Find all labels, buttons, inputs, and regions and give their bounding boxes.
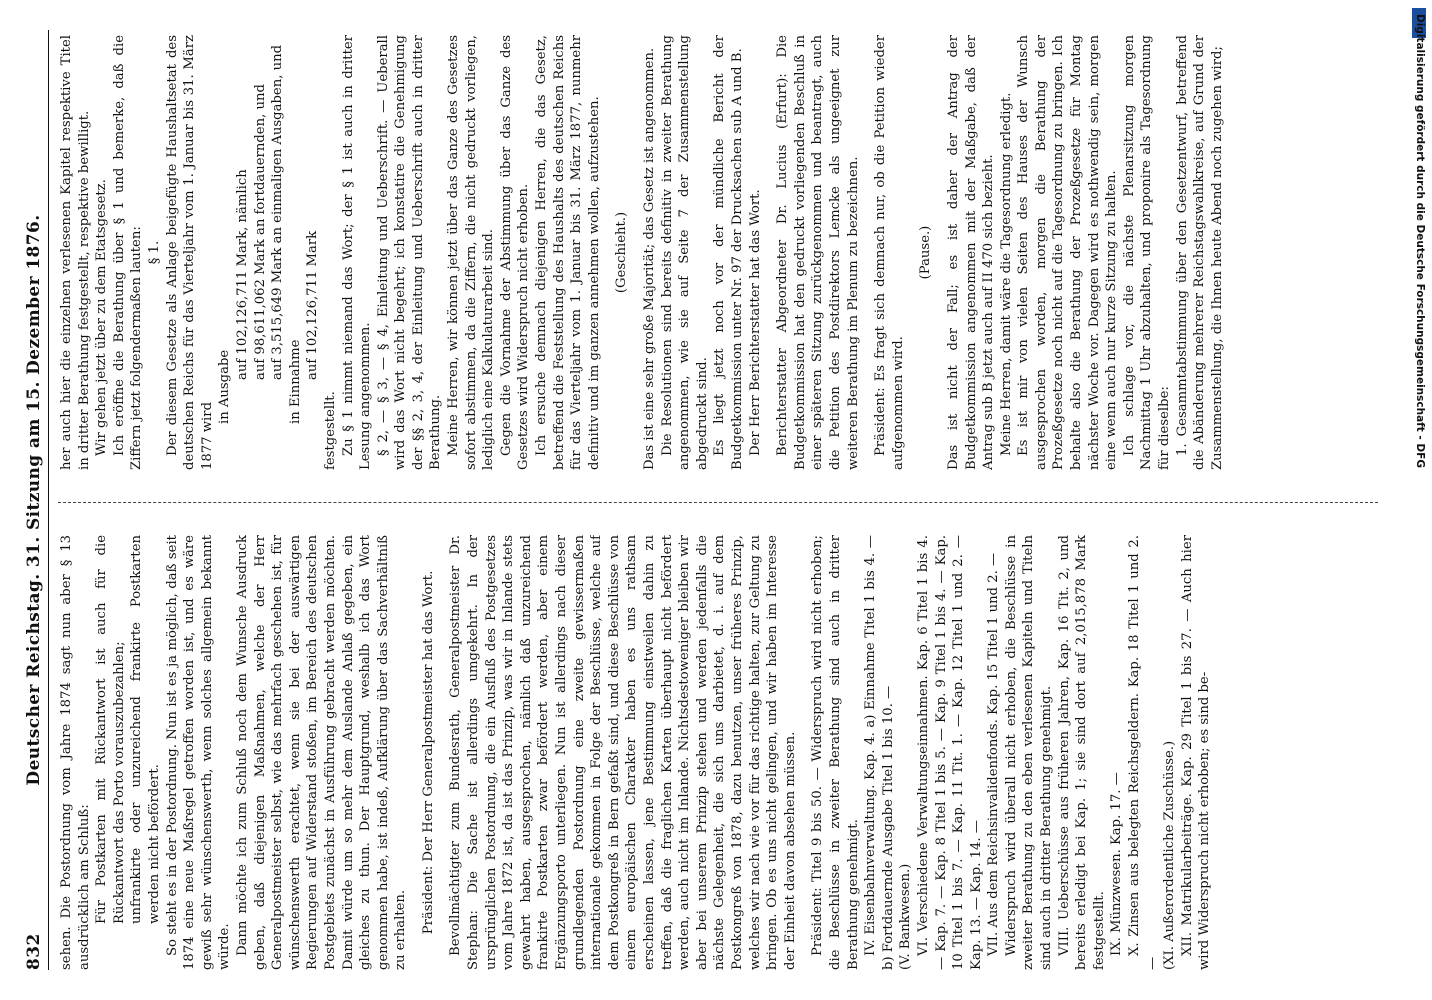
paragraph: Es ist mir von vielen Seiten des Hauses der Wunsch ausgesprochen worden, morgen die Berathung der Prozeßgesetze noch nicht auf die Tagesordnung zu bringen. Ich behalte also die Berathung der Prozeßgesetze für Montag nächster Woche vor. Dagegen wird es nothwendig sein, morgen eine wenn auch nur kurze Sitzung zu halten. [1016, 35, 1120, 470]
right-text-column [58, 35, 1378, 470]
paragraph: festgestellt. [322, 391, 338, 470]
paragraph: (V. Bankwesen.) [898, 863, 914, 970]
paragraph: Bevollmächtigter zum Bundesrath, Generalpostmeister Dr. Stephan: Die Sache ist allerdings umgekehrt. In der ursprünglichen Postordnung, die ein Ausfluß des Postgesetzes vom Jahre 1872 ist, da ist das Prinzip, was wir in Inlande stets gewahrt haben, ausgesprochen, nämlich daß unzureichend frankirte Postkarten zwar befördert werden, aber einem Ergänzungsporto unterliegen. Nun ist allerdings nach dieser grundlegenden Postordnung eine zweite gewissermaßen internationale gekommen in Folge der Beschlüsse, welche auf dem Postkongreß in Bern gefaßt sind, und diese Beschlüsse von einem europäischen Charakter haben es uns rathsam erscheinen lassen, jene Bestimmung einstweilen dahin zu treffen, daß die fraglichen Karten überhaupt nicht befördert werden, auch nicht im Inlande. Nichtsdestoweniger bleiben wir aber bei unserem Prinzip stehen und werden jedenfalls die nächste Gelegenheit, die sich uns darbietet, d. i. auf dem Postkongreß von 1878, dazu benutzen, unser früheres Prinzip, welches wir nach wie vor für das richtige halten, zur Geltung zu bringen. Ob es uns nicht gelingen, und wir haben im Interesse der Einheit davon absehen müssen. [448, 535, 798, 970]
paragraph: IX. Münzwesen. Kap. 17. — [1109, 772, 1125, 956]
paragraph: VI. Verschiedene Verwaltungseinnahmen. Kap. 6 Titel 1 bis 4. — Kap. 7. — Kap. 8 Titel 1 bis 5. — Kap. 9 Titel 1 bis 4. — Kap. 10 Titel 1 bis 7. — Kap. 11 Tit. 1. — Kap. 12 Titel 1 und 2. — Kap. 13. — Kap. 14. — [915, 535, 984, 970]
paragraph: Präsident: Es fragt sich demnach nur, ob die Petition wieder aufgenommen wird. [873, 35, 906, 470]
paragraph: her auch hier die einzelnen verlesenen Kapitel respektive Titel in dritter Berathung festgestellt, respektive bewilligt. [59, 35, 92, 470]
paragraph: § 2, — § 3, — § 4, Einleitung und Ueberschrift. — Ueberall wird das Wort nicht begehrt; ich konstatire die Genehmigung der §§ 2, 3, 4, der Einleitung und Ueberschrift auch in dritter Berathung. [375, 35, 444, 470]
paragraph: Meine Herren, wir können jetzt über das Ganze des Gesetzes sofort abstimmen, da die Ziffern, die nicht gedruckt vorliegen, lediglich eine Kalkulaturarbeit sind. [446, 35, 497, 470]
paragraph: Die Resolutionen sind bereits definitiv in zweiter Berathung angenommen, wie sie auf Seite 7 der Zusammenstellung abgedruckt sind. [659, 35, 710, 470]
paragraph: Meine Herren, damit wäre die Tagesordnung erledigt. [998, 92, 1014, 456]
paragraph: Das ist eine sehr große Majorität; das Gesetz ist angenommen. [642, 47, 657, 470]
digitization-credit-text: Digitalisierung gefördert durch die Deutsche Forschungsgemeinschaft - DFG [1414, 14, 1426, 468]
paragraph: VII. Aus dem Reichsinvalidenfonds. Kap. 15 Titel 1 und 2. — [986, 552, 1002, 956]
paragraph: (XI. Außerordentliche Zuschüsse.) [1162, 740, 1178, 970]
paragraph: Das ist nicht der Fall; es ist daher der Antrag der Budgetkommission angenommen mit der Maßgabe, daß der Antrag sub B jetzt auch auf II 470 sich bezieht. [945, 35, 997, 470]
paragraph: 1. Gesammtabstimmung über den Gesetzentwurf, betreffend die Abänderung mehrerer Reichstagswahlkreise, auf Grund der Zusammenstellung, die Ihnen heute Abend noch zugehen wird; [1174, 35, 1225, 470]
paragraph: So steht es in der Postordnung. Nun ist es ja möglich, daß seit 1874 eine neue Maßregel getroffen worden ist, und es wäre gewiß sehr wünschenswerth, wenn solches allgemein bekannt würde. [164, 535, 233, 970]
paragraph: Ich schlage vor, die nächste Plenarsitzung morgen Nachmittag 1 Uhr abzuhalten, und proponire als Tagesordnung für dieselbe: [1121, 35, 1173, 470]
paragraph: Dann möchte ich zum Schluß noch dem Wunsche Ausdruck geben, daß diejenigen Maßnahmen, welche der Herr Generalpostmeister selbst, wie das mehrfach geschehen ist, für wünschenswerth erachtet, wenn sie bei der auswärtigen Regierungen auf Widerstand stoßen, im Bereich des deutschen Postgebiets zunächst in Ausführung gebracht werden möchten. Damit würde um so mehr dem Auslande Anlaß gegeben, ein gleiches zu thun. Der Hauptgrund, weshalb ich das Wort genommen habe, ist indeß, Aufklärung über das Sachverhältniß zu erhalten. [234, 535, 409, 970]
paragraph: Es liegt jetzt noch vor der mündliche Bericht der Budgetkommission unter Nr. 97 der Drucksachen sub A und B. [712, 35, 745, 470]
paragraph: X. Zinsen aus belegten Reichsgeldern. Kap. 18 Titel 1 und 2. — [1127, 535, 1160, 970]
paragraph: Für Postkarten mit Rückantwort ist auch für die Rückantwort das Porto vorauszubezahlen; [94, 535, 127, 924]
column-divider [58, 501, 1378, 503]
paragraph: auf 98,611,062 Mark an fortdauernden, und [252, 84, 268, 380]
paragraph: unfrankirte oder unzureichend frankirte Postkarten werden nicht befördert. [129, 535, 162, 924]
paragraph: auf 102,126,711 Mark, nämlich [234, 169, 250, 380]
paragraph: XII. Matrikularbeiträge. Kap. 29 Titel 1 bis 27. — Auch hier wird Widerspruch nicht erhoben; es sind be- [1179, 535, 1213, 970]
page-number: 832 [24, 933, 44, 970]
paragraph: VIII. Ueberschüsse aus früheren Jahren, Kap. 16 Tit. 2, und bereits erledigt bei Kap. 1; sie sind dort auf 2,015,878 Mark festgestellt. [1056, 535, 1107, 970]
paragraph: Berichterstatter Abgeordneter Dr. Lucius (Erfurt): Die Budgetkommission hat den gedruckt vorliegenden Beschluß in einer späteren Sitzung zurückgenommen und beantragt, auch die Petition des Postdirektors Lemcke als ungeeignet zur weiteren Berathung im Plenum zu bezeichnen. [775, 35, 861, 470]
paragraph: auf 102,126,711 Mark [305, 230, 321, 380]
paragraph: Gegen die Vornahme der Abstimmung über das Ganze des Gesetzes wird Widerspruch nicht erhoben. [498, 35, 532, 470]
page-title: Deutscher Reichstag. 31. Sitzung am 15. Dezember 1876. [24, 214, 44, 786]
section-heading: § 1. [146, 240, 162, 265]
paragraph: in Einnahme [287, 339, 303, 424]
paragraph: Der diesem Gesetze als Anlage beigefügte Haushaltsetat des deutschen Reichs für das Vierteljahr vom 1. Januar bis 31. März 1877 wird [164, 35, 215, 470]
paragraph: Ich ersuche demnach diejenigen Herren, die das Gesetz, betreffend die Feststellung des Haushalts des deutschen Reichs für das Vierteljahr vom 1. Januar bis 31. März 1877, nunmehr definitiv und im ganzen annehmen wollen, aufzustehen. [534, 35, 602, 470]
page-header [22, 30, 49, 970]
paragraph: Zu § 1 nimmt niemand das Wort; der § 1 ist auch in dritter Lesung angenommen. [340, 35, 374, 470]
left-text-column [58, 535, 1378, 970]
paragraph: Widerspruch wird überall nicht erhoben, die Beschlüsse in zweiter Berathung zu den eben verlesenen Kapiteln und Titeln sind auch in dritter Berathung genehmigt. [1003, 535, 1055, 970]
digitization-credit [1412, 14, 1428, 734]
paragraph: Präsident: Der Herr Generalpostmeister hat das Wort. [420, 570, 436, 935]
paragraph: sehen. Die Postordnung vom Jahre 1874 sagt nun aber § 13 ausdrücklich am Schluß: [59, 535, 92, 970]
paragraph: in Ausgabe [217, 349, 233, 424]
paragraph: (Pause.) [918, 225, 934, 280]
paragraph: auf 3,515,649 Mark an einmaligen Ausgaben, und [270, 44, 286, 380]
paragraph: (Geschieht.) [614, 211, 630, 294]
paragraph: Der Herr Berichterstatter hat das Wort. [747, 189, 763, 456]
paragraph: Präsident: Titel 9 bis 50. — Widerspruch wird nicht erhoben; die Beschlüsse in zweiter Berathung sind auch in dritter Berathung genehmigt. [810, 535, 861, 970]
paragraph: Wir gehen jetzt über zu dem Etatsgesetz. [94, 179, 110, 456]
paragraph: Ich eröffne die Berathung über § 1 und bemerke, daß die Ziffern jetzt folgendermaßen lauten: [111, 35, 145, 470]
paragraph: IV. Eisenbahnverwaltung. Kap. 4. a) Einnahme Titel 1 bis 4. — b) Fortdauernde Ausgabe Titel 1 bis 10. — [863, 535, 896, 970]
